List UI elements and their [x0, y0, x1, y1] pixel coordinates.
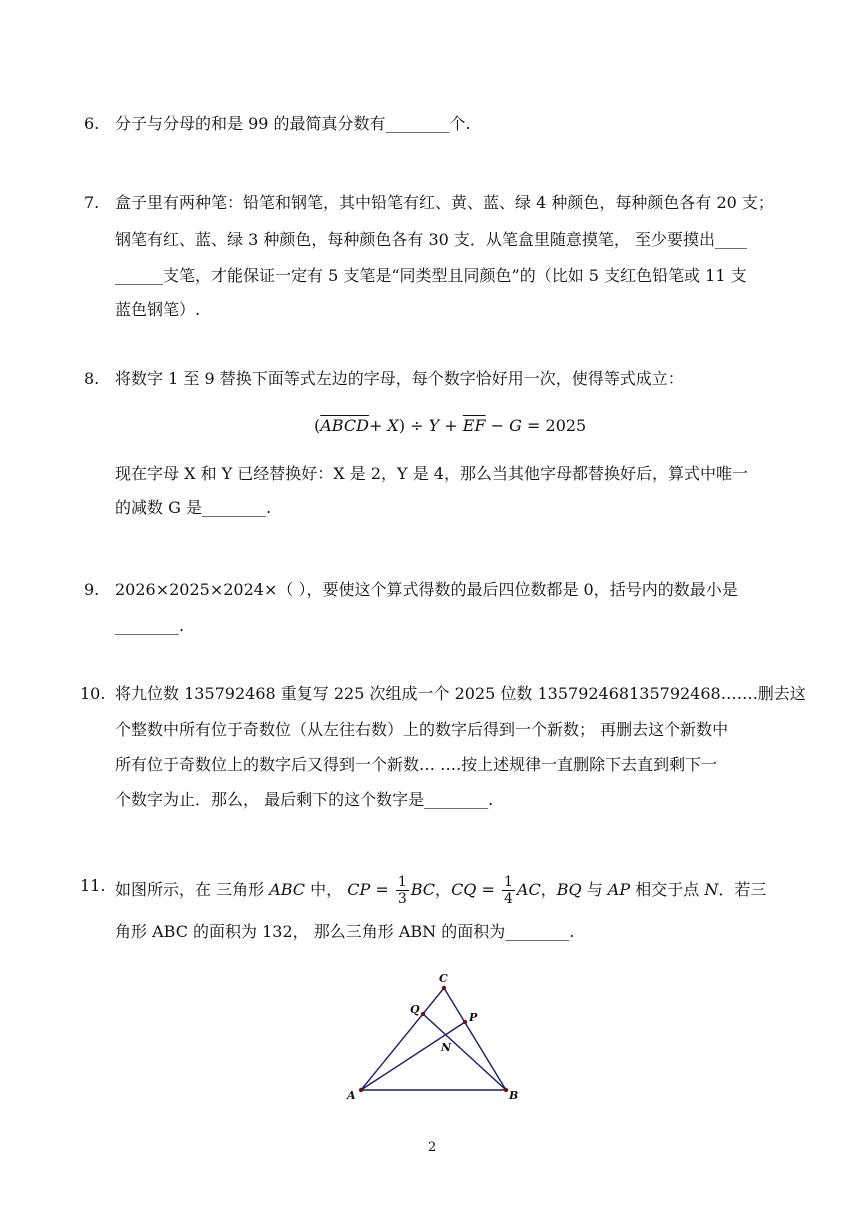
problem-10-number: 10.	[80, 684, 106, 703]
frac1-denominator: 3	[397, 891, 407, 907]
eq-plus-x: + X	[368, 416, 399, 435]
label-q: Q	[410, 1003, 420, 1016]
problem-8-number: 8.	[84, 369, 100, 388]
p11-intro: 如图所示，在 三角形	[115, 880, 270, 899]
problem-9-line-1: 2026×2025×2024×（ ），要使这个算式得数的最后四位数都是 0，括号内的数最小是	[115, 580, 738, 599]
segment-ap	[361, 1022, 465, 1090]
problem-10-line-4: 个数字为止．那么， 最后剩下的这个数字是________.	[115, 790, 494, 809]
frac1-numerator: 1	[397, 874, 407, 890]
p11-eq1: =	[370, 880, 394, 899]
p11-ap: AP	[607, 880, 631, 899]
eq-equals: = 2025	[521, 416, 587, 435]
p11-n: N	[704, 880, 719, 899]
problem-7-line-1: 盒子里有两种笔：铅笔和钢笔，其中铅笔有红、黄、蓝、绿 4 种颜色，每种颜色各有 20 支；	[115, 193, 774, 212]
p11-comma1: ，	[435, 880, 452, 899]
problem-11-line-2: 角形 ABC 的面积为 132， 那么三角形 ABN 的面积为________.	[115, 922, 575, 941]
segment-ca	[361, 988, 444, 1090]
problem-7-line-3: ______支笔，才能保证一定有 5 支笔是“同类型且同颜色”的（比如 5 支红色铅笔或 11 支	[115, 266, 747, 285]
problem-8-equation	[314, 414, 586, 438]
problem-6-text: 分子与分母的和是 99 的最简真分数有________个.	[115, 114, 471, 133]
fraction-one-third	[396, 874, 409, 907]
frac2-denominator: 4	[504, 891, 513, 907]
problem-7-number: 7.	[84, 193, 100, 212]
segment-bq	[423, 1014, 506, 1090]
problem-10-line-3: 所有位于奇数位上的数字后又得到一个新数… ….按上述规律一直删除下去直到剩下一	[115, 755, 718, 774]
p11-cp: CP	[347, 880, 371, 899]
page-number: 2	[428, 1140, 437, 1155]
eq-close-div: ) ÷	[398, 416, 429, 435]
segment-bc	[444, 988, 506, 1090]
point-c	[442, 986, 446, 990]
eq-minus-g: − G	[485, 416, 522, 435]
p11-ac: AC	[516, 880, 541, 899]
p11-yu: 与	[581, 880, 608, 899]
point-p	[463, 1020, 467, 1024]
p11-zhong: 中，	[305, 880, 348, 899]
p11-abc: ABC	[269, 880, 306, 899]
eq-open-paren: (	[314, 416, 321, 435]
problem-7-line-4: 蓝色钢笔）.	[115, 300, 201, 319]
p11-bc: BC	[410, 880, 436, 899]
problem-8-line-3: 的减数 G 是________.	[115, 498, 272, 517]
point-q	[421, 1012, 425, 1016]
label-a: A	[347, 1089, 356, 1102]
label-b: B	[509, 1089, 519, 1102]
problem-8-line-2: 现在字母 X 和 Y 已经替换好：X 是 2，Y 是 4，那么当其他字母都替换好后，算式中唯一	[115, 464, 748, 483]
p11-ruosan: ．若三	[718, 880, 767, 899]
fraction-one-quarter	[502, 874, 515, 907]
p11-xiangjiao: 相交于点	[630, 880, 705, 899]
problem-11-line-1	[115, 874, 766, 907]
problem-9-number: 9.	[84, 580, 100, 599]
eq-abcd: ABCD	[320, 416, 369, 435]
p11-comma2: ，	[540, 880, 557, 899]
label-c: C	[439, 972, 448, 985]
problem-6-number: 6.	[84, 114, 100, 133]
eq-plus: +	[439, 416, 463, 435]
point-a	[359, 1088, 363, 1092]
frac2-numerator: 1	[504, 874, 513, 890]
p11-cq: CQ	[451, 880, 477, 899]
p11-bq: BQ	[556, 880, 582, 899]
problem-10-line-2: 个整数中所有位于奇数位（从左往右数）上的数字后得到一个新数； 再删去这个新数中	[115, 720, 729, 739]
problem-10-line-1: 将九位数 135792468 重复写 225 次组成一个 2025 位数 135792468135792468…….删去这	[115, 684, 806, 703]
eq-ef: $\overline{EF}$	[462, 416, 486, 435]
problem-7-line-2: 钢笔有红、蓝、绿 3 种颜色，每种颜色各有 30 支．从笔盒里随意摸笔， 至少要摸出____	[115, 230, 747, 249]
problem-8-line-1: 将数字 1 至 9 替换下面等式左边的字母，每个数字恰好用一次，使得等式成立：	[115, 369, 684, 388]
problem-9-line-2: ________.	[115, 616, 185, 635]
point-b	[504, 1088, 508, 1092]
eq-y: Y	[428, 416, 440, 435]
label-p: P	[469, 1011, 478, 1024]
label-n: N	[441, 1041, 452, 1054]
p11-eq2: =	[476, 880, 500, 899]
problem-11-number: 11.	[80, 876, 106, 895]
